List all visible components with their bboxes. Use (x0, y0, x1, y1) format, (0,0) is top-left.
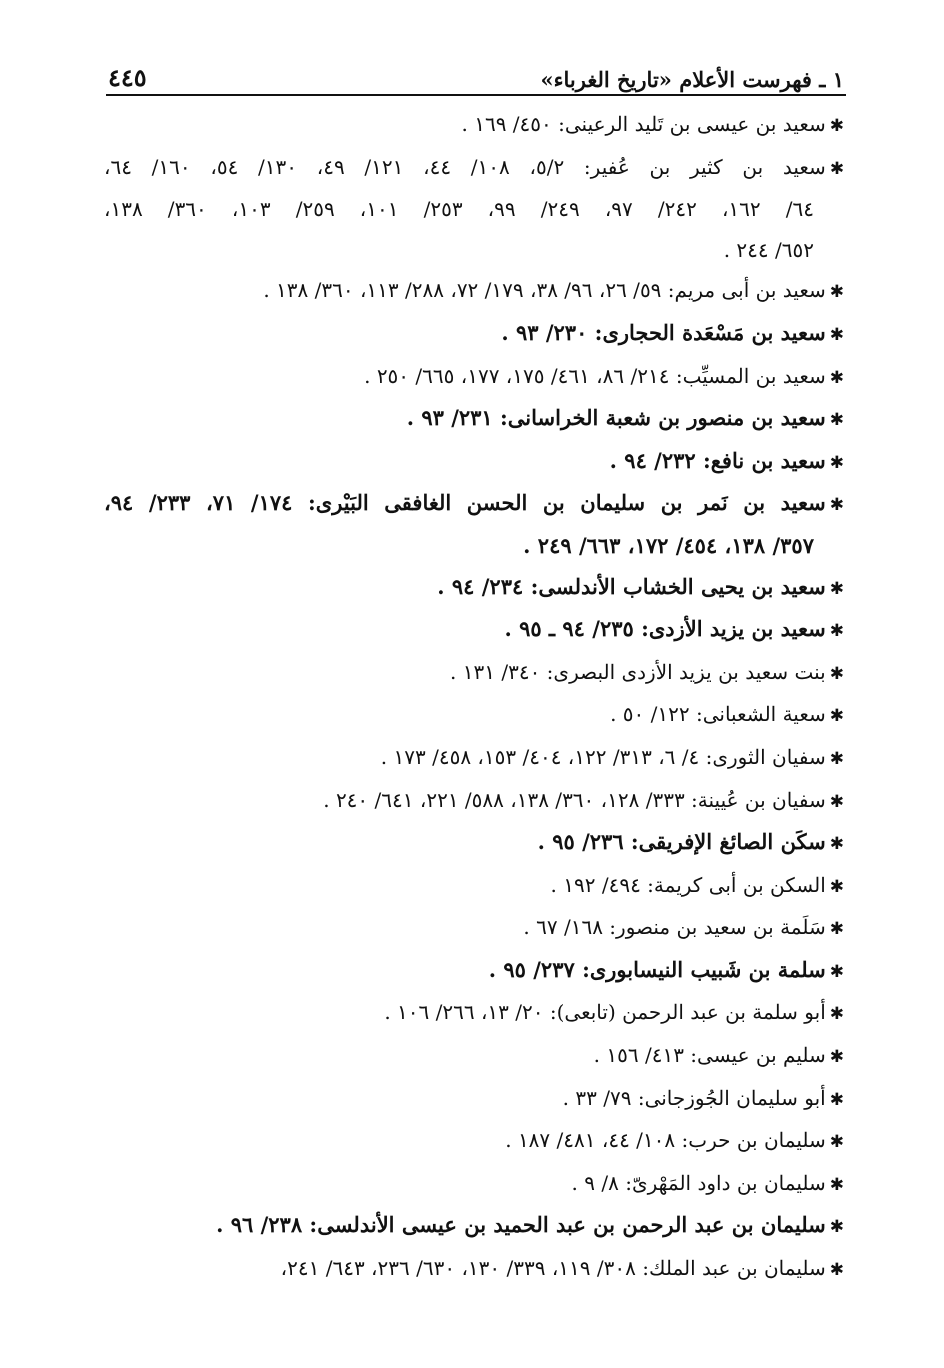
entry-line (104, 313, 844, 356)
index-entry (104, 694, 844, 737)
asterisk-icon: ✱ (829, 706, 844, 727)
entry-text: ٦٥٢/ ٢٤٤ . (723, 237, 814, 262)
index-entry (104, 1078, 844, 1121)
entry-line (104, 567, 844, 610)
page-number: ٤٤٥ (108, 63, 147, 92)
index-entry (104, 950, 844, 993)
index-entry (104, 398, 844, 441)
entry-line (104, 1035, 844, 1078)
header-rule (106, 94, 846, 96)
entry-line (104, 822, 844, 865)
asterisk-icon: ✱ (829, 367, 844, 388)
index-entry (104, 1035, 844, 1078)
entry-text: ٦٤/ ١٦٢، ٢٤٢/ ٩٧، ٢٤٩/ ٩٩، ٢٥٣/ ١٠١، ٢٥٩/ ١٠٣، ٣٦٠/ ١٣٨، (104, 197, 814, 222)
asterisk-icon: ✱ (829, 578, 844, 599)
entry-line (104, 865, 844, 908)
asterisk-icon: ✱ (829, 116, 844, 136)
asterisk-icon: ✱ (829, 410, 844, 431)
page-header (108, 52, 844, 92)
entry-line (104, 356, 844, 399)
entry-text: سليمان بن داود المَهْرىّ: ٨/ ٩ . (571, 1170, 826, 1195)
entry-line (104, 907, 844, 950)
entry-text: سعية الشعبانى: ١٢٢/ ٥٠ . (610, 702, 826, 727)
index-entry (104, 483, 844, 566)
index-entry (104, 865, 844, 908)
running-title: ١ ـ فهرست الأعلام «تاريخ الغرباء» (540, 67, 844, 92)
asterisk-icon: ✱ (829, 791, 844, 812)
entry-text: سليمان بن عبد الرحمن بن عبد الحميد بن عيسى الأندلسى: ٢٣٨/ ٩٦ . (216, 1212, 826, 1238)
index-entry (104, 567, 844, 610)
entry-text: أبو سليمان الجُوزجانى: ٧٩/ ٣٣ . (562, 1085, 826, 1110)
entry-text: سعيد بن منصور بن شعبة الخراسانى: ٢٣١/ ٩٣ . (406, 405, 826, 431)
asterisk-icon: ✱ (829, 834, 844, 855)
entry-continuation-line (104, 189, 844, 230)
entry-line (104, 1120, 844, 1163)
entry-text: سفيان الثورى: ٤/ ٦، ٣١٣/ ١٢٢، ٤٠٤/ ١٥٣، ٤٥٨/ ١٧٣ . (380, 744, 826, 769)
entry-text: أبو سلمة بن عبد الرحمن (تابعى): ٢٠/ ١٣، ٢٦٦/ ١٠٦ . (384, 1000, 826, 1025)
entry-line (104, 780, 844, 823)
asterisk-icon: ✱ (829, 324, 844, 345)
entry-text: بنت سعيد بن يزيد الأزدى البصرى: ٣٤٠/ ١٣١ . (450, 659, 826, 684)
entry-line (104, 441, 844, 484)
entry-text: سليمان بن عبد الملك: ٣٠٨/ ١١٩، ٣٣٩/ ١٣٠، ٦٣٠/ ٢٣٦، ٦٤٣/ ٢٤١، (280, 1256, 826, 1281)
asterisk-icon: ✱ (829, 621, 844, 642)
asterisk-icon: ✱ (829, 158, 845, 179)
entry-line (104, 270, 844, 313)
index-entry (104, 780, 844, 823)
index-entry (104, 270, 844, 313)
entry-continuation-line (104, 230, 844, 271)
entry-text: ٣٥٧/ ١٣٨، ٤٥٤/ ١٧٢، ٦٦٣/ ٢٤٩ . (523, 532, 814, 558)
entry-line (104, 694, 844, 737)
index-entry (104, 313, 844, 356)
entry-line (104, 992, 844, 1035)
entry-text: سلمة بن شَبيب النيسابورى: ٢٣٧/ ٩٥ . (488, 956, 826, 982)
entry-line (104, 1163, 844, 1206)
asterisk-icon: ✱ (829, 1089, 844, 1110)
entry-text: سعيد بن نافع: ٢٣٢/ ٩٤ . (609, 447, 826, 473)
index-entry (104, 104, 844, 147)
entry-text: سكَن الصائغ الإفريقى: ٢٣٦/ ٩٥ . (537, 829, 826, 855)
entry-text: سعيد بن مَسْعَدة الحجارى: ٢٣٠/ ٩٣ . (501, 319, 826, 345)
asterisk-icon: ✱ (829, 282, 844, 303)
asterisk-icon: ✱ (829, 452, 844, 473)
entry-text: السكن بن أبى كريمة: ٤٩٤/ ١٩٢ . (550, 872, 826, 897)
entry-line (104, 1205, 844, 1248)
entry-line (104, 652, 844, 695)
asterisk-icon: ✱ (829, 1260, 844, 1281)
entry-line (104, 737, 844, 780)
asterisk-icon: ✱ (829, 1047, 844, 1068)
index-entry (104, 652, 844, 695)
asterisk-icon: ✱ (829, 1132, 844, 1153)
index-entries (104, 104, 844, 1291)
entry-text: سعيد بن نَمر بن سليمان بن الحسن الغافقى البَيْرى: ١٧٤/ ٧١، ٢٣٣/ ٩٤، (104, 490, 826, 516)
entry-line (104, 1248, 844, 1291)
asterisk-icon: ✱ (829, 961, 844, 982)
entry-line (104, 483, 844, 526)
index-entry (104, 992, 844, 1035)
entry-continuation-line (104, 526, 844, 567)
index-entry (104, 907, 844, 950)
index-entry (104, 737, 844, 780)
asterisk-icon: ✱ (829, 1217, 844, 1238)
entry-text: سفيان بن عُيينة: ٣٣٣/ ١٢٨، ٣٦٠/ ١٣٨، ٥٨٨/ ٢٢١، ٦٤١/ ٢٤٠ . (323, 787, 826, 812)
entry-line (104, 147, 844, 190)
entry-text: سعيد بن أبى مريم: ٥٩/ ٢٦، ٩٦/ ٣٨، ١٧٩/ ٧٢، ٢٨٨/ ١١٣، ٣٦٠/ ١٣٨ . (263, 278, 826, 303)
entry-text: سَلَمة بن سعيد بن منصور: ١٦٨/ ٦٧ . (523, 915, 826, 940)
index-entry (104, 1248, 844, 1291)
index-entry (104, 1120, 844, 1163)
entry-line (104, 1078, 844, 1121)
index-entry (104, 356, 844, 399)
index-entry (104, 822, 844, 865)
index-entry (104, 441, 844, 484)
entry-text: سليم بن عيسى: ٤١٣/ ١٥٦ . (593, 1043, 826, 1068)
index-entry (104, 609, 844, 652)
index-entry (104, 147, 844, 271)
entry-line (104, 950, 844, 993)
asterisk-icon: ✱ (829, 748, 844, 769)
asterisk-icon: ✱ (829, 1004, 844, 1025)
entry-text: سعيد بن المسيِّب: ٢١٤/ ٨٦، ٤٦١/ ١٧٥، ١٧٧، ٦٦٥/ ٢٥٠ . (364, 363, 826, 388)
index-entry (104, 1163, 844, 1206)
entry-text: سعيد بن كثير بن عُفير: ٥/٢، ١٠٨/ ٤٤، ١٢١/ ٤٩، ١٣٠/ ٥٤، ١٦٠/ ٦٤، (104, 154, 826, 179)
asterisk-icon: ✱ (829, 919, 844, 940)
index-entry (104, 1205, 844, 1248)
entry-line (104, 609, 844, 652)
entry-text: سعيد بن عيسى بن تَليد الرعينى: ٤٥٠/ ١٦٩ . (461, 112, 826, 136)
asterisk-icon: ✱ (829, 495, 844, 516)
asterisk-icon: ✱ (829, 663, 844, 684)
entry-line (104, 398, 844, 441)
entry-text: سعيد بن يحيى الخشاب الأندلسى: ٢٣٤/ ٩٤ . (437, 573, 826, 599)
entry-text: سليمان بن حرب: ١٠٨/ ٤٤، ٤٨١/ ١٨٧ . (505, 1128, 826, 1153)
asterisk-icon: ✱ (829, 1174, 844, 1195)
asterisk-icon: ✱ (829, 876, 844, 897)
entry-line (104, 104, 844, 147)
entry-text: سعيد بن يزيد الأزدى: ٢٣٥/ ٩٤ ـ ٩٥ . (504, 616, 826, 642)
